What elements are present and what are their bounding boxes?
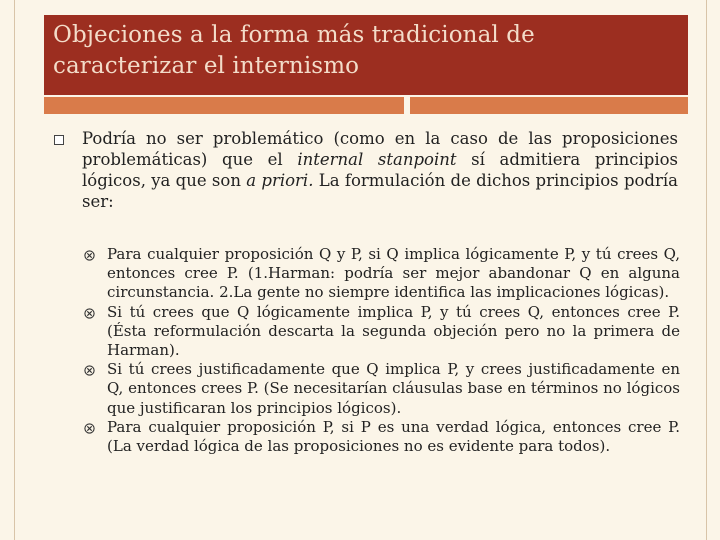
accent-bar bbox=[44, 97, 688, 114]
sub-point-item bbox=[84, 360, 680, 418]
sub-point-list bbox=[84, 245, 680, 456]
right-border-rule bbox=[706, 0, 707, 540]
circled-x-icon bbox=[84, 250, 95, 261]
accent-divider bbox=[404, 97, 410, 114]
circled-x-icon bbox=[84, 365, 95, 376]
main-point-italic2: a priori. bbox=[246, 171, 314, 190]
sub-point-text: Para cualquier proposición P, si P es una verdad lógica, entonces cree P. (La verdad lógica de las proposiciones no es evidente para todos). bbox=[107, 417, 680, 456]
sub-point-text: Para cualquier proposición Q y P, si Q implica lógicamente P, y tú crees Q, entonces cree P. (1.Harman: podría ser mejor abandonar Q en alguna circunstancia. 2.La gente no siempre identifica las implicaciones lógicas). bbox=[107, 245, 680, 302]
main-point-part1: Podría no ser problemático (como en la caso de las proposiciones problemáticas) que el bbox=[82, 129, 678, 169]
sub-point-item bbox=[84, 303, 680, 361]
main-point-text bbox=[82, 128, 678, 212]
sub-point-text: Si tú crees justificadamente que Q implica P, y crees justificadamente en Q, entonces crees P. (Se necesitarían cláusulas base en términos no lógicos que justificaran los principios lógicos). bbox=[107, 360, 680, 417]
circled-x-icon bbox=[84, 308, 95, 319]
title-banner bbox=[44, 15, 688, 95]
main-point-part2: sí admitiera principios lógicos, ya que son bbox=[82, 150, 679, 190]
slide-title: Objeciones a la forma más tradicional de caracterizar el internismo bbox=[53, 22, 535, 79]
sub-point-text: Si tú crees que Q lógicamente implica P, y tú crees Q, entonces cree P. (Ésta reformulación descarta la segunda objeción pero no la primera de Harman). bbox=[107, 302, 680, 360]
sub-point-item bbox=[84, 418, 680, 456]
left-border-rule bbox=[14, 0, 15, 540]
circled-x-icon bbox=[84, 423, 95, 434]
sub-point-item bbox=[84, 245, 680, 303]
square-bullet-icon bbox=[54, 135, 64, 145]
main-point-part3: La formulación de dichos principios podría ser: bbox=[82, 171, 678, 211]
main-point-italic1: internal stanpoint bbox=[297, 150, 457, 169]
